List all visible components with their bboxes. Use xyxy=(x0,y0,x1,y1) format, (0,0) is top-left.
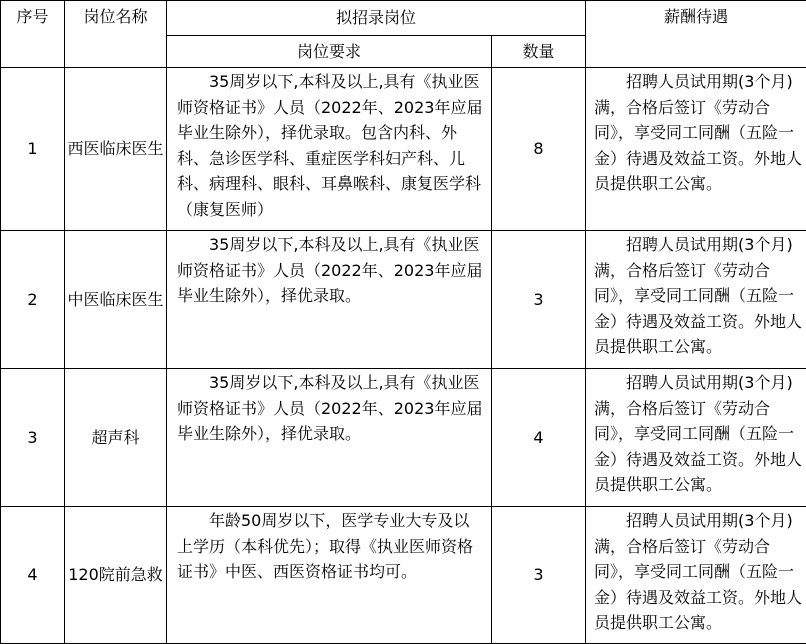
row-salary: 招聘人员试用期(3个月)满，合格后签订《劳动合同》，享受同工同酬（五险一金）待遇及效益工资。外地人员提供职工公寓。 xyxy=(586,68,806,231)
header-quantity: 数量 xyxy=(492,36,586,68)
header-index: 序号 xyxy=(1,1,65,68)
table-row xyxy=(1,507,806,644)
header-requirements: 岗位要求 xyxy=(167,36,492,68)
row-position: 中医临床医生 xyxy=(65,231,167,369)
row-index: 3 xyxy=(1,369,65,507)
row-requirements: 35周岁以下,本科及以上,具有《执业医师资格证书》人员（2022年、2023年应届毕业生除外），择优录取。包含内科、外科、急诊医学科、重症医学科妇产科、儿科、病理科、眼科、耳鼻喉科、康复医学科（康复医师） xyxy=(167,68,492,231)
row-index: 2 xyxy=(1,231,65,369)
row-quantity: 8 xyxy=(492,68,586,231)
row-salary: 招聘人员试用期(3个月)满，合格后签订《劳动合同》，享受同工同酬（五险一金）待遇及效益工资。外地人员提供职工公寓。 xyxy=(586,231,806,369)
row-position: 西医临床医生 xyxy=(65,68,167,231)
row-requirements: 35周岁以下,本科及以上,具有《执业医师资格证书》人员（2022年、2023年应届毕业生除外），择优录取。 xyxy=(167,369,492,507)
row-salary: 招聘人员试用期(3个月)满，合格后签订《劳动合同》，享受同工同酬（五险一金）待遇及效益工资。外地人员提供职工公寓。 xyxy=(586,369,806,507)
row-index: 1 xyxy=(1,68,65,231)
row-quantity: 3 xyxy=(492,231,586,369)
table-row xyxy=(1,68,806,231)
table-row xyxy=(1,369,806,507)
row-requirements: 年龄50周岁以下，医学专业大专及以上学历（本科优先）；取得《执业医师资格证书》中医、西医资格证书均可。 xyxy=(167,507,492,644)
row-quantity: 4 xyxy=(492,369,586,507)
header-row xyxy=(1,1,806,36)
row-position: 120院前急救 xyxy=(65,507,167,644)
row-position: 超声科 xyxy=(65,369,167,507)
row-salary: 招聘人员试用期(3个月)满，合格后签订《劳动合同》，享受同工同酬（五险一金）待遇及效益工资。外地人员提供职工公寓。 xyxy=(586,507,806,644)
header-position: 岗位名称 xyxy=(65,1,167,68)
table-row xyxy=(1,231,806,369)
header-salary: 薪酬待遇 xyxy=(586,1,806,68)
row-index: 4 xyxy=(1,507,65,644)
row-quantity: 3 xyxy=(492,507,586,644)
header-planned-positions: 拟招录岗位 xyxy=(167,1,586,36)
row-requirements: 35周岁以下,本科及以上,具有《执业医师资格证书》人员（2022年、2023年应届毕业生除外），择优录取。 xyxy=(167,231,492,369)
